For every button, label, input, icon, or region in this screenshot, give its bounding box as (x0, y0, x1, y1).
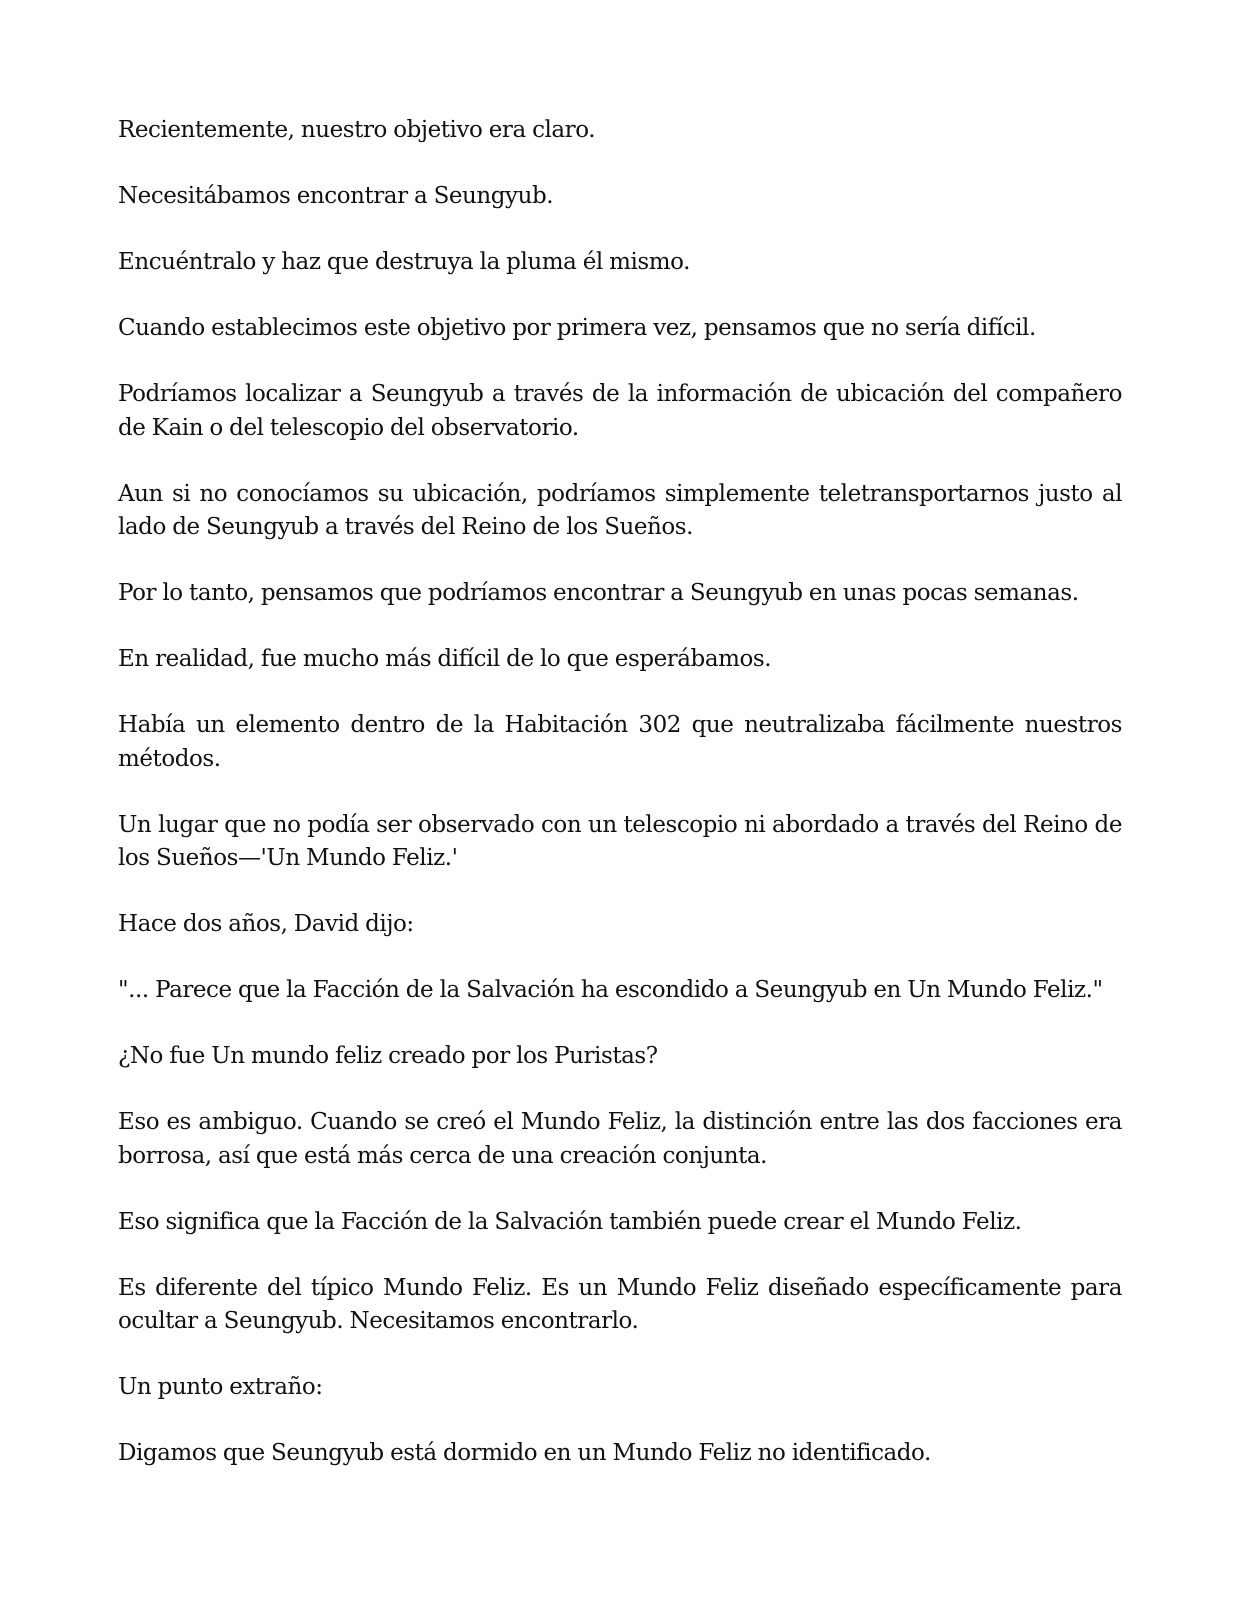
paragraph: Eso significa que la Facción de la Salvación también puede crear el Mundo Feliz. (118, 1208, 1022, 1235)
paragraph: Eso es ambiguo. Cuando se creó el Mundo Feliz, la distinción entre las dos facciones era borrosa, así que está más cerca de una creación conjunta. (118, 1109, 1122, 1169)
paragraph: Necesitábamos encontrar a Seungyub. (118, 183, 554, 209)
paragraph: ¿No fue Un mundo feliz creado por los Puristas? (118, 1043, 658, 1069)
paragraph: Hace dos años, David dijo: (118, 911, 414, 937)
paragraph: Podríamos localizar a Seungyub a través de la información de ubicación del compañero de Kain o del telescopio del observatorio. (118, 381, 1122, 441)
paragraph: Por lo tanto, pensamos que podríamos encontrar a Seungyub en unas pocas semanas. (118, 580, 1079, 606)
paragraph: Aun si no conocíamos su ubicación, podríamos simplemente teletransportarnos justo al lado de Seungyub a través del Reino de los Sueños. (118, 480, 1122, 540)
paragraph: En realidad, fue mucho más difícil de lo que esperábamos. (118, 646, 772, 672)
document-body (118, 114, 1122, 1503)
paragraph: Había un elemento dentro de la Habitación 302 que neutralizaba fácilmente nuestros métodos. (118, 712, 1122, 772)
paragraph: Cuando establecimos este objetivo por primera vez, pensamos que no sería difícil. (118, 315, 1036, 341)
paragraph: Un punto extraño: (118, 1374, 323, 1400)
paragraph: "... Parece que la Facción de la Salvación ha escondido a Seungyub en Un Mundo Feliz." (118, 977, 1103, 1003)
paragraph: Digamos que Seungyub está dormido en un Mundo Feliz no identificado. (118, 1440, 931, 1466)
paragraph: Encuéntralo y haz que destruya la pluma él mismo. (118, 249, 690, 275)
paragraph: Es diferente del típico Mundo Feliz. Es un Mundo Feliz diseñado específicamente para ocultar a Seungyub. Necesitamos encontrarlo. (118, 1274, 1122, 1334)
paragraph: Recientemente, nuestro objetivo era claro. (118, 117, 596, 143)
paragraph: Un lugar que no podía ser observado con un telescopio ni abordado a través del Reino de los Sueños—'Un Mundo Feliz.' (118, 811, 1122, 871)
